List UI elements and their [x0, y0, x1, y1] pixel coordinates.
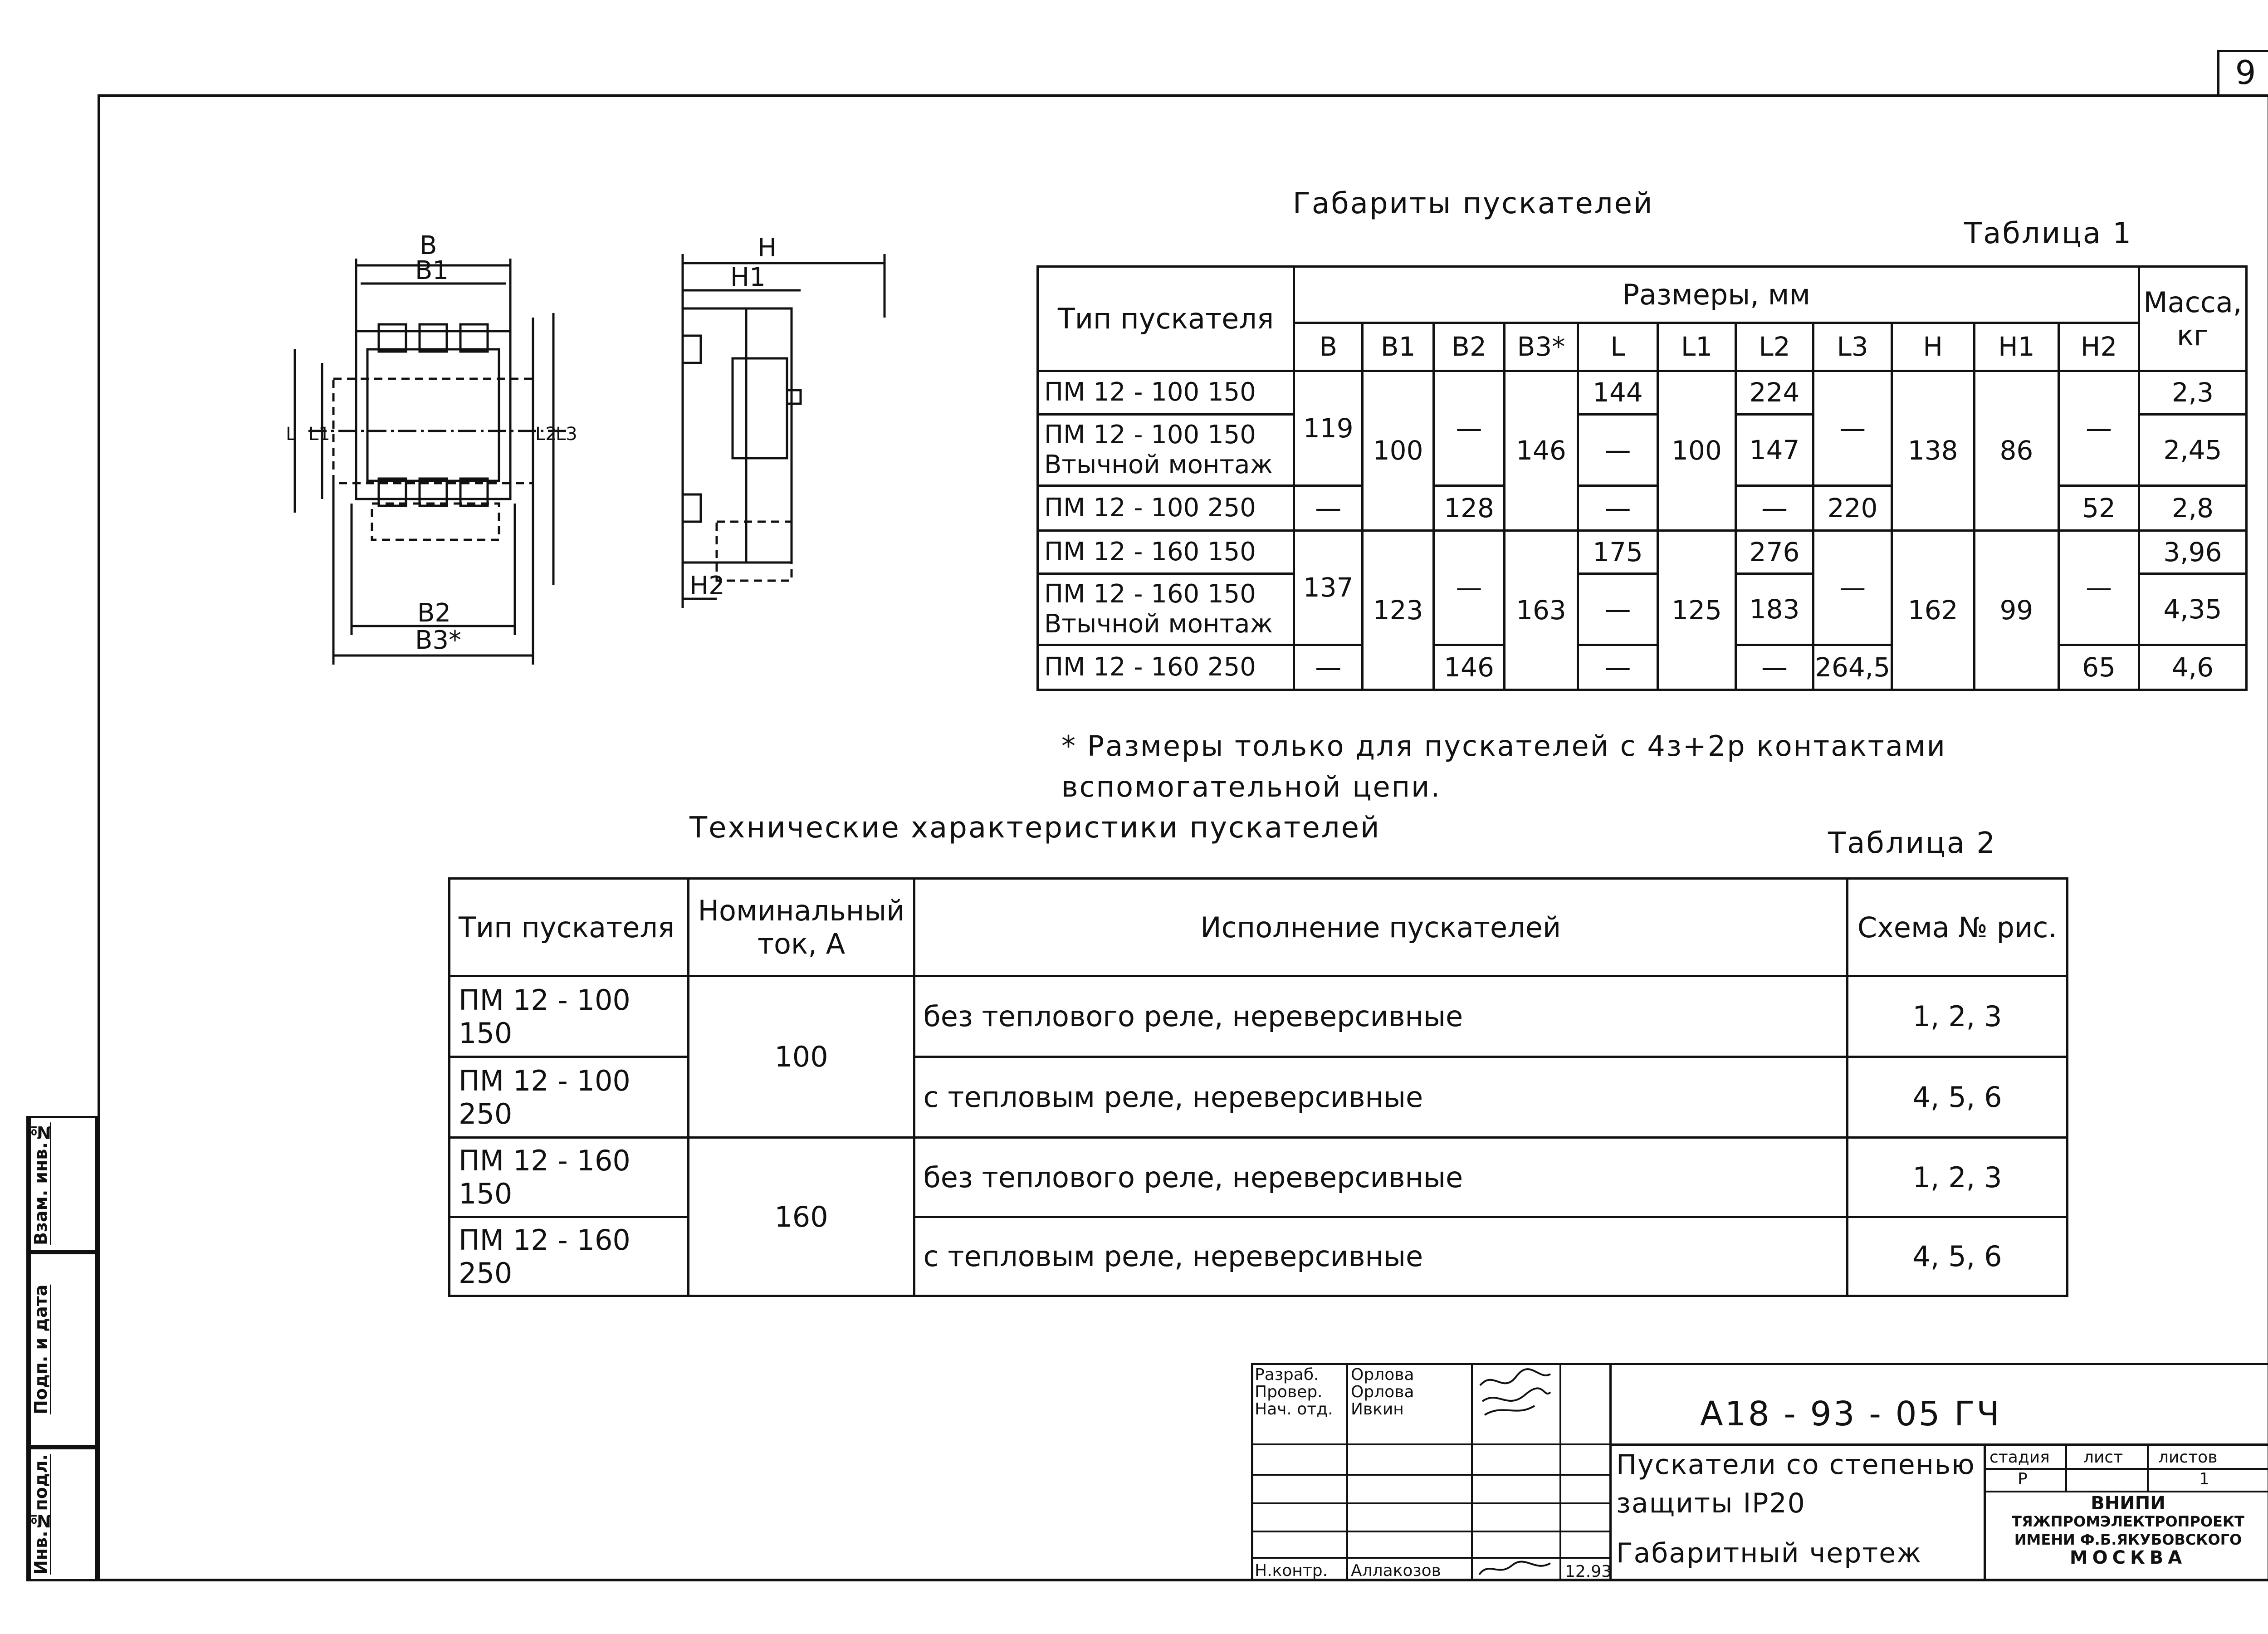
organization-line4: МОСКВА	[2069, 1547, 2187, 1568]
side-stamp-inventory	[26, 1447, 98, 1581]
t1-cell: —	[2059, 371, 2139, 486]
stage-label: стадия	[1989, 1448, 2050, 1467]
title-block	[1251, 1363, 2268, 1581]
t1-cell: 52	[2059, 485, 2139, 530]
t1-cell: 183	[1735, 573, 1813, 645]
document-title-line2: защиты IP20	[1616, 1487, 1806, 1519]
document-title-line3: Габаритный чертеж	[1616, 1537, 1922, 1569]
label-H1: H1	[730, 263, 766, 292]
table1-dimensions	[1036, 265, 2248, 691]
t1-col-H1: H1	[1974, 323, 2059, 371]
name-developer: Орлова	[1351, 1365, 1414, 1384]
t1-col-B1: B1	[1363, 323, 1433, 371]
table-row	[450, 976, 2068, 1057]
t1-cell: 4,35	[2139, 573, 2246, 645]
t2-header-scheme: Схема № рис.	[1847, 879, 2067, 976]
t1-cell: —	[1433, 530, 1504, 645]
t2-header-type: Тип пускателя	[450, 879, 689, 976]
t1-cell: 3,96	[2139, 530, 2246, 573]
t2-header-execution: Исполнение пускателей	[914, 879, 1847, 976]
document-title-line1: Пускатели со степенью	[1616, 1449, 1975, 1481]
t2-scheme: 4, 5, 6	[1847, 1057, 2067, 1138]
table1-title: Габариты пускателей	[1293, 187, 1654, 220]
table2-label: Таблица 2	[1828, 827, 1997, 860]
t1-cell: 100	[1363, 371, 1433, 530]
table-row	[1038, 371, 2247, 414]
table-row	[450, 1138, 2068, 1217]
t1-cell: 128	[1433, 485, 1504, 530]
role-head: Нач. отд.	[1255, 1400, 1333, 1419]
t1-cell: —	[1578, 485, 1658, 530]
name-head: Ивкин	[1351, 1400, 1404, 1419]
t1-cell: 137	[1294, 530, 1363, 645]
sheet-number: 9	[2235, 54, 2256, 92]
t1-cell: —	[1294, 485, 1363, 530]
t1-row-name: ПМ 12 - 160 150 Втычной монтаж	[1038, 573, 1294, 645]
t1-cell: —	[1294, 645, 1363, 690]
table2-characteristics	[448, 877, 2068, 1297]
t1-row-name: ПМ 12 - 160 250	[1038, 645, 1294, 690]
t1-cell: —	[1735, 645, 1813, 690]
t1-cell: 276	[1735, 530, 1813, 573]
side-stamp-label-inventory: Инв.№подл.	[29, 1449, 57, 1579]
name-norm-control: Аллакозов	[1351, 1561, 1441, 1580]
t1-header-type: Тип пускателя	[1038, 267, 1294, 371]
t1-cell: 146	[1433, 645, 1504, 690]
label-L3: L3	[556, 424, 577, 445]
t2-row-name: ПМ 12 - 100 250	[450, 1057, 689, 1138]
document-code: А18 - 93 - 05 ГЧ	[1700, 1394, 2001, 1433]
side-stamp-replacement	[26, 1116, 98, 1252]
role-developer: Разраб.	[1255, 1365, 1319, 1384]
t1-header-mass: Масса, кг	[2139, 267, 2246, 371]
t1-cell: 65	[2059, 645, 2139, 690]
table1-label: Таблица 1	[1964, 217, 2133, 250]
t1-col-B: B	[1294, 323, 1363, 371]
t1-cell: 4,6	[2139, 645, 2246, 690]
t1-cell: —	[1578, 414, 1658, 485]
t1-cell: —	[1813, 371, 1892, 486]
t1-header-sizes: Размеры, мм	[1294, 267, 2139, 323]
front-body	[367, 349, 499, 481]
table-row	[1038, 530, 2247, 573]
t2-execution: с тепловым реле, нереверсивные	[914, 1057, 1847, 1138]
side-stamp-sign-date	[26, 1252, 98, 1447]
sheet-label: лист	[2083, 1448, 2123, 1467]
t1-row-name: ПМ 12 - 160 150	[1038, 530, 1294, 573]
t1-col-H: H	[1892, 323, 1974, 371]
label-L2: L2	[535, 424, 557, 445]
t1-cell: —	[1813, 530, 1892, 645]
t1-cell: 146	[1505, 371, 1578, 530]
label-L1: L1	[308, 424, 330, 445]
t1-cell: 220	[1813, 485, 1892, 530]
side-stamp-label-sign-date: Подп. и дата	[29, 1254, 57, 1445]
t1-cell: 100	[1658, 371, 1736, 530]
t1-col-B3: B3*	[1505, 323, 1578, 371]
label-H2: H2	[689, 571, 725, 601]
label-B1: B1	[415, 256, 449, 285]
starter-outline-drawing	[236, 227, 916, 680]
t2-row-name: ПМ 12 - 160 250	[450, 1217, 689, 1296]
label-B: B	[420, 231, 437, 260]
table2-title: Технические характеристики пускателей	[689, 811, 1381, 845]
role-norm-control: Н.контр.	[1255, 1561, 1328, 1580]
t1-cell: —	[1578, 573, 1658, 645]
t1-row-name: ПМ 12 - 100 150 Втычной монтаж	[1038, 414, 1294, 485]
sheets-value: 1	[2199, 1470, 2209, 1488]
t2-scheme: 4, 5, 6	[1847, 1217, 2067, 1296]
organization-line2: ТЯЖПРОМЭЛЕКТРОПРОЕКТ	[2012, 1513, 2244, 1530]
t2-current: 100	[689, 976, 914, 1138]
t2-row-name: ПМ 12 - 160 150	[450, 1138, 689, 1217]
t1-cell: 123	[1363, 530, 1433, 690]
t1-cell: 138	[1892, 371, 1974, 530]
stage-value: Р	[2018, 1470, 2028, 1488]
t1-cell: 86	[1974, 371, 2059, 530]
t1-cell: 2,8	[2139, 485, 2246, 530]
role-checker: Провер.	[1255, 1383, 1323, 1401]
t2-row-name: ПМ 12 - 100 150	[450, 976, 689, 1057]
t1-col-L1: L1	[1658, 323, 1736, 371]
t1-col-B2: B2	[1433, 323, 1504, 371]
t2-scheme: 1, 2, 3	[1847, 1138, 2067, 1217]
t1-col-H2: H2	[2059, 323, 2139, 371]
t1-row-name: ПМ 12 - 100 150	[1038, 371, 1294, 414]
t1-cell: 2,45	[2139, 414, 2246, 485]
signature-image	[1476, 1559, 1555, 1579]
t1-col-L: L	[1578, 323, 1658, 371]
t2-execution: с тепловым реле, нереверсивные	[914, 1217, 1847, 1296]
t1-cell: —	[1433, 371, 1504, 486]
t2-scheme: 1, 2, 3	[1847, 976, 2067, 1057]
t1-cell: —	[1735, 485, 1813, 530]
label-B2: B2	[417, 598, 451, 628]
t1-cell: 144	[1578, 371, 1658, 414]
t1-cell: 163	[1505, 530, 1578, 690]
t1-cell: 119	[1294, 371, 1363, 486]
label-B3: B3*	[415, 626, 462, 655]
table-row	[1038, 645, 2247, 690]
sign-date: 12.93	[1565, 1562, 1612, 1581]
t2-current: 160	[689, 1138, 914, 1296]
t1-cell: 99	[1974, 530, 2059, 690]
t1-cell: 2,3	[2139, 371, 2246, 414]
signature-image	[1476, 1367, 1555, 1417]
sheets-label: листов	[2158, 1448, 2218, 1467]
t2-execution: без теплового реле, нереверсивные	[914, 976, 1847, 1057]
label-L: L	[286, 424, 296, 445]
organization-line1: ВНИПИ	[2091, 1493, 2165, 1514]
organization-line3: ИМЕНИ Ф.Б.ЯКУБОВСКОГО	[2014, 1531, 2242, 1548]
front-housing	[356, 331, 510, 499]
t1-col-L2: L2	[1735, 323, 1813, 371]
t1-col-L3: L3	[1813, 323, 1892, 371]
name-checker: Орлова	[1351, 1383, 1414, 1401]
t1-cell: —	[1578, 645, 1658, 690]
t1-cell: —	[2059, 530, 2139, 645]
t1-cell: 162	[1892, 530, 1974, 690]
t1-cell: 125	[1658, 530, 1736, 690]
t1-row-name: ПМ 12 - 100 250	[1038, 485, 1294, 530]
side-stamp-label-replacement: Взам. инв.№	[29, 1118, 57, 1250]
table1-footnote: * Размеры только для пускателей с 4з+2р контактами вспомогательной цепи.	[1061, 729, 1946, 803]
t2-header-current: Номинальный ток, А	[689, 879, 914, 976]
t2-execution: без теплового реле, нереверсивные	[914, 1138, 1847, 1217]
table-row	[1038, 485, 2247, 530]
t1-cell: 147	[1735, 414, 1813, 485]
t1-cell: 264,5	[1813, 645, 1892, 690]
t1-cell: 175	[1578, 530, 1658, 573]
label-H: H	[758, 233, 777, 263]
side-body	[683, 308, 792, 563]
sheet-number-box	[2217, 50, 2268, 94]
t1-cell: 224	[1735, 371, 1813, 414]
